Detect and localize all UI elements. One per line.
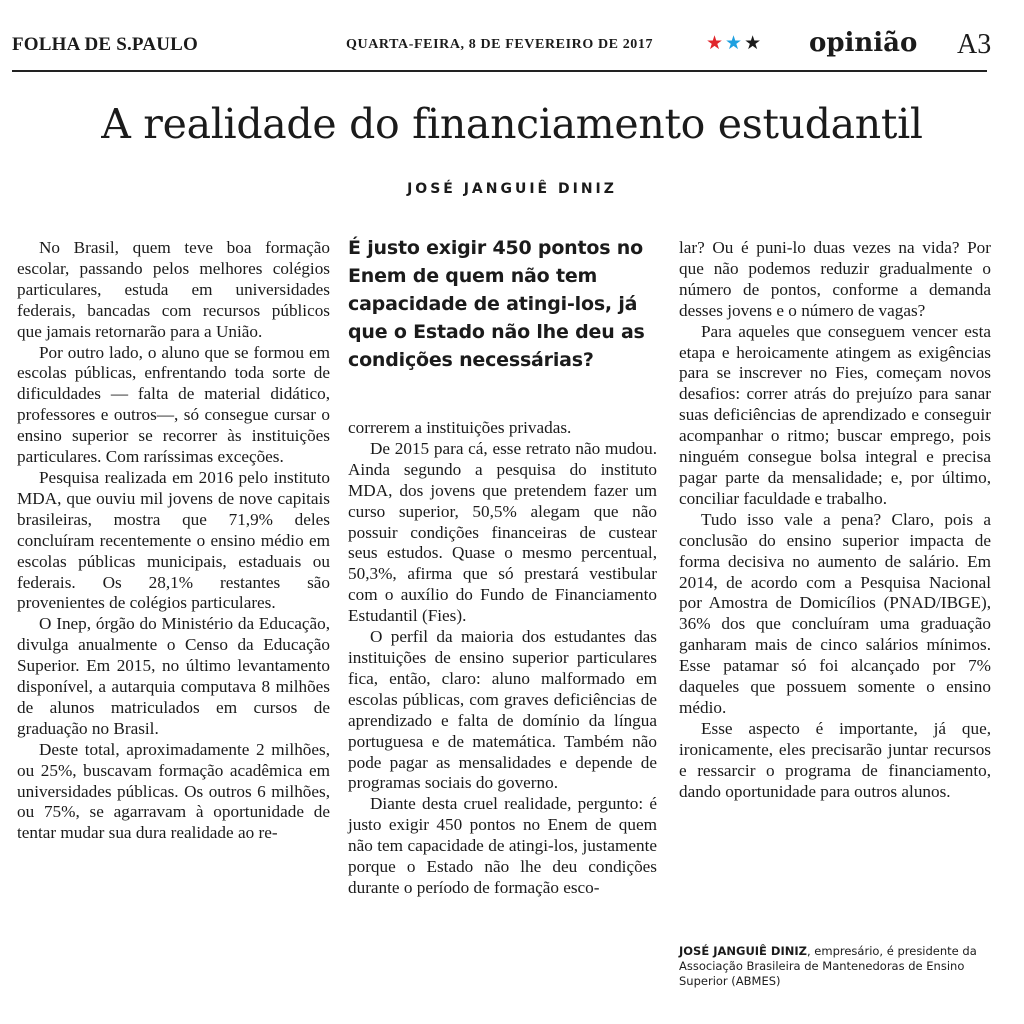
masthead-bar [12,28,1012,68]
article-column-1 [17,238,330,844]
paragraph: Tudo isso vale a pena? Claro, pois a conclusão do ensino superior impacta de forma decisiva no aumento de salário. Em 2014, de acordo com a Pesquisa Nacional por Amostra de Domicílios (PNAD/IBGE), 36% dos que concluíram uma graduação ganharam mais de cinco salários mínimos. Esse patamar só foi alcançado por 7% daqueles que possuem somente o ensino médio. [679,509,991,717]
article-column-3 [679,238,991,802]
page-number: A3 [957,29,992,60]
masthead-divider [12,70,987,72]
paragraph: O Inep, órgão do Ministério da Educação, divulga anualmente o Censo da Educação Superior. Em 2015, no último levantamento disponível, a autarquia computava 8 milhões de alunos matriculados em cursos de graduação no Brasil. [17,614,330,738]
newspaper-logo: FOLHA DE S.PAULO [12,34,199,55]
paragraph: O perfil da maioria dos estudantes das instituições de ensino superior particulares fica, então, claro: aluno malformado em escolas públicas, com graves deficiências de aprendizado e falta de domínio da língua portuguesa e de matemática. Também não pode pagar as mensalidades e depende de programas sociais do governo. [348,627,657,793]
paragraph: Pesquisa realizada em 2016 pelo instituto MDA, que ouviu mil jovens de nove capitais brasileiras, mostra que 71,9% deles concluíram recentemente o ensino médio em escolas públicas municipais, estaduais ou federais. Os 28,1% restantes são provenientes de colégios particulares. [17,467,330,613]
edition-stars-icon [706,32,763,54]
paragraph: Deste total, aproximadamente 2 milhões, ou 25%, buscavam formação acadêmica em universidades públicas. Os outros 6 milhões, ou 75%, se agarravam à oportunidade de tentar mudar sua dura realidade ao re- [17,739,330,843]
author-bio-text: , empresário, é presidente da Associação Brasileira de Mantenedoras de Ensino Superior (ABMES) [679,944,977,988]
paragraph: No Brasil, quem teve boa formação escolar, passando pelos melhores colégios particulares, estuda em universidades federais, bancadas com recursos públicos que jamais retornarão para a União. [17,238,330,341]
author-bio [679,944,979,989]
paragraph: correrem a instituições privadas. [348,418,572,437]
pull-quote: É justo exigir 450 pontos no Enem de quem não tem capacidade de atingi-los, já que o Estado não lhe deu as condições necessárias? [348,237,645,371]
paragraph: Esse aspecto é importante, já que, ironicamente, eles precisarão juntar recursos e ressarcir o programa de financiamento, dando oportunidade para outros alunos. [679,718,991,801]
article-headline: A realidade do financiamento estudantil [101,100,923,148]
star-black-icon: ★ [744,32,764,54]
paragraph: De 2015 para cá, esse retrato não mudou. Ainda segundo a pesquisa do instituto MDA, dos jovens que pretendem fazer um curso superior, 50,5% alegam que não possuir condições financeiras de custear seus estudos. Quase o mesmo percentual, 50,3%, afirma que só prestará vestibular com o auxílio do Fundo de Financiamento Estudantil (Fies). [348,438,657,626]
paragraph: Por outro lado, o aluno que se formou em escolas públicas, enfrentando toda sorte de dificuldades — falta de material didático, professores e outros—, só consegue cursar o ensino superior se recorrer às instituições particulares. Com raríssimas exceções. [17,342,330,467]
section-name: opinião [809,28,918,58]
article-column-2 [348,418,657,899]
paragraph: Para aqueles que conseguem vencer esta etapa e heroicamente atingem as exigências para se inscrever no Fies, começam novos desafios: correr atrás do prejuízo para sanar suas deficiências de aprendizado e conseguir acompanhar o ritmo; buscar emprego, pois ninguém consegue bolsa integral e precisa pagar parte da mensalidade; e, por último, conciliar faculdade e trabalho. [679,321,991,508]
paragraph: Diante desta cruel realidade, pergunto: é justo exigir 450 pontos no Enem de quem não tem capacidade de atingi-los, justamente porque o Estado não lhe deu condições durante o período de formação esco- [348,794,657,897]
star-red-icon: ★ [706,32,726,54]
author-bio-name: JOSÉ JANGUIÊ DINIZ [679,944,807,958]
paragraph: lar? Ou é puni-lo duas vezes na vida? Por que não podemos reduzir gradualmente o número de pontos, conforme a demanda desses jovens e o número de vagas? [679,238,991,320]
publication-date: QUARTA-FEIRA, 8 DE FEVEREIRO DE 2017 [346,37,654,52]
article-byline: JOSÉ JANGUIÊ DINIZ [407,181,617,197]
star-blue-icon: ★ [725,32,745,54]
